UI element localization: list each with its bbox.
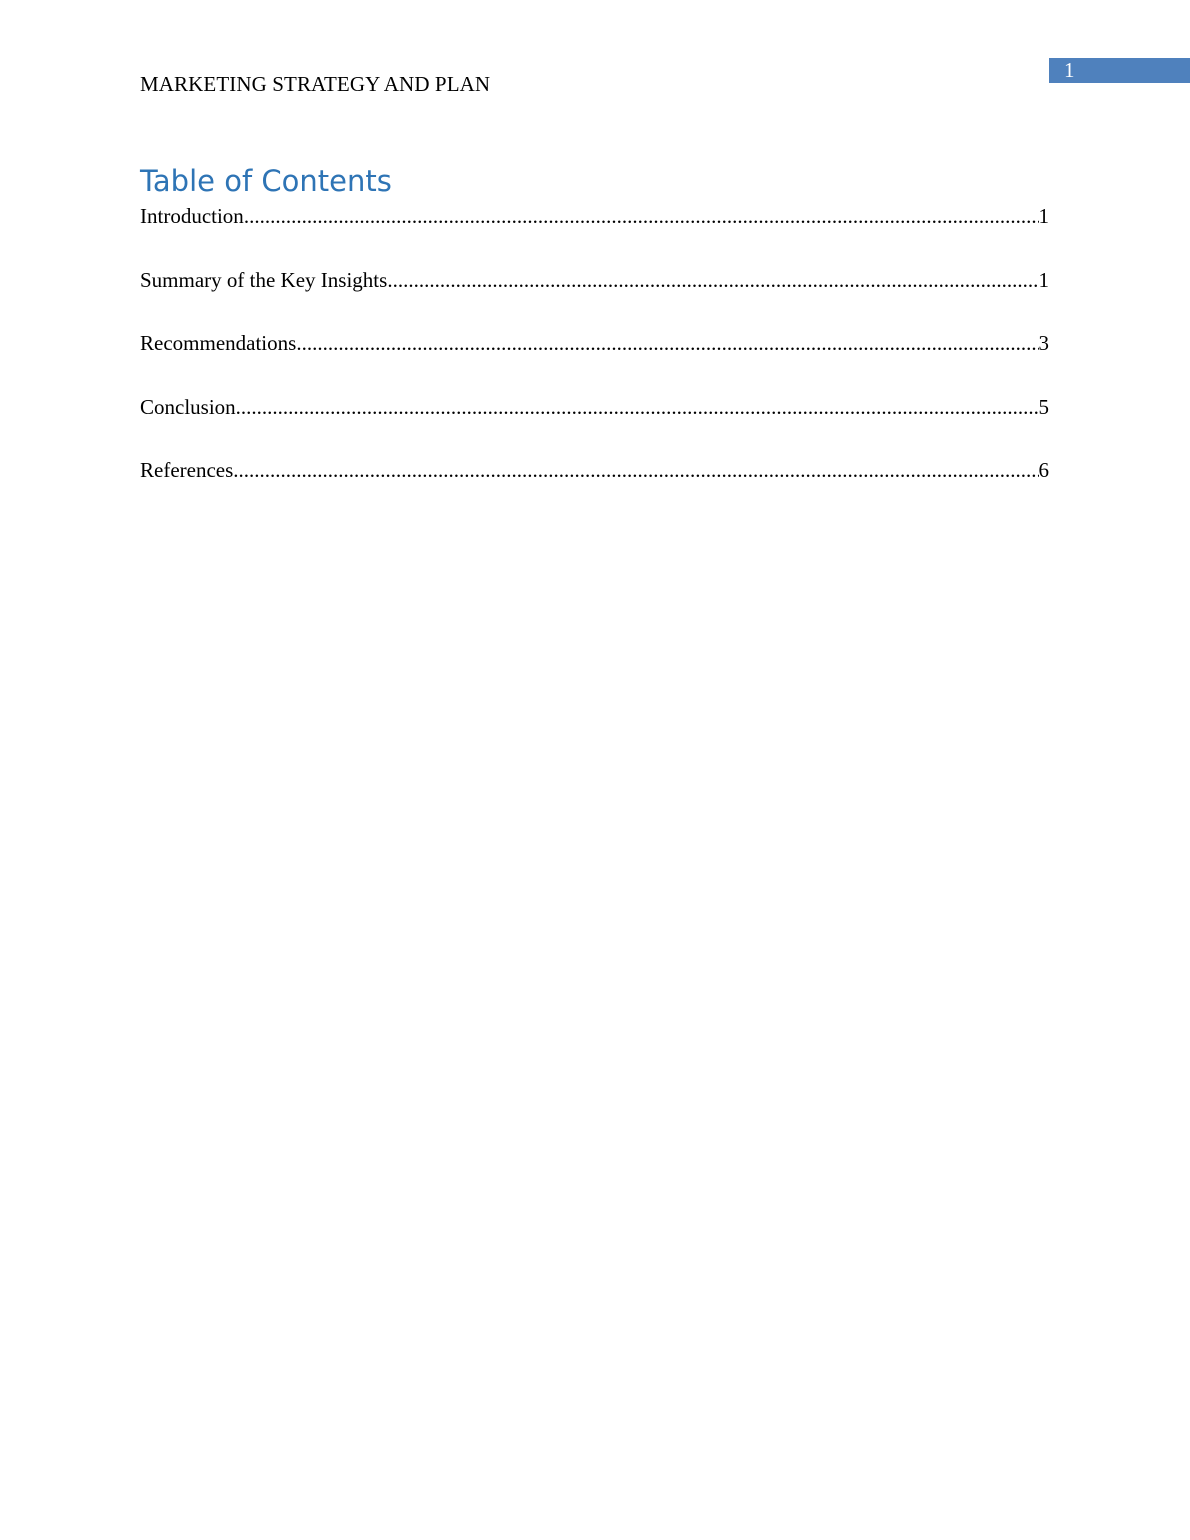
toc-entry-references[interactable] (140, 457, 1049, 484)
dot-leader (244, 203, 1039, 230)
toc-entry-title: Recommendations (140, 331, 297, 355)
toc-heading: Table of Contents (140, 164, 392, 198)
toc-entry-page: 1 (1038, 267, 1049, 292)
toc-entry-page: 1 (1038, 204, 1049, 228)
dot-leader (233, 457, 1038, 484)
dot-leader (296, 330, 1038, 357)
dot-leader (236, 394, 1039, 421)
toc-entry-summary-of-key-insights[interactable] (140, 267, 1049, 294)
toc-entry-conclusion[interactable] (140, 394, 1049, 421)
toc-entry-page: 5 (1038, 394, 1049, 419)
table-of-contents (140, 203, 1049, 521)
toc-entry-recommendations[interactable] (140, 330, 1049, 357)
toc-entry-introduction[interactable] (140, 203, 1049, 230)
page-number: 1 (1064, 58, 1075, 82)
toc-entry-title: Conclusion (140, 394, 236, 419)
toc-entry-page: 6 (1038, 458, 1049, 482)
dot-leader (387, 267, 1038, 294)
toc-entry-title: Introduction (140, 204, 244, 228)
running-head: MARKETING STRATEGY AND PLAN (140, 72, 491, 96)
page-number-badge (1049, 58, 1190, 83)
toc-entry-title: Summary of the Key Insights (140, 267, 388, 292)
toc-entry-title: References (140, 458, 234, 482)
toc-entry-page: 3 (1038, 331, 1049, 355)
